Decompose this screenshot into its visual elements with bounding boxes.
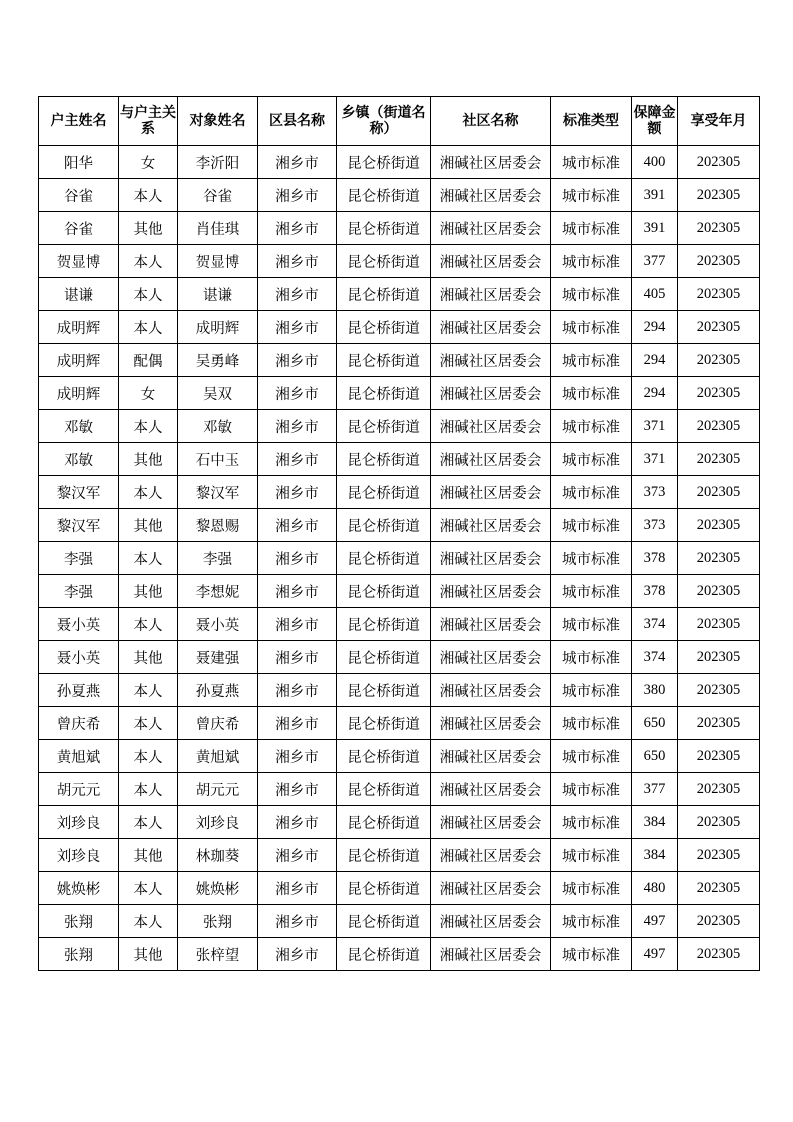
cell-county: 湘乡市 [258, 872, 337, 905]
cell-relationship: 其他 [119, 443, 178, 476]
cell-standard-type: 城市标准 [551, 278, 632, 311]
cell-householder-name: 黎汉军 [39, 509, 119, 542]
cell-recipient-name: 黎恩赐 [178, 509, 258, 542]
table-row [39, 575, 760, 608]
cell-householder-name: 刘珍良 [39, 806, 119, 839]
cell-amount: 294 [632, 344, 678, 377]
table-row [39, 212, 760, 245]
cell-community: 湘碱社区居委会 [431, 839, 551, 872]
cell-county: 湘乡市 [258, 344, 337, 377]
cell-recipient-name: 石中玉 [178, 443, 258, 476]
cell-standard-type: 城市标准 [551, 707, 632, 740]
cell-householder-name: 邓敏 [39, 410, 119, 443]
table-row [39, 146, 760, 179]
cell-town-street: 昆仑桥街道 [337, 905, 431, 938]
cell-recipient-name: 李沂阳 [178, 146, 258, 179]
cell-community: 湘碱社区居委会 [431, 542, 551, 575]
cell-community: 湘碱社区居委会 [431, 179, 551, 212]
cell-recipient-name: 成明辉 [178, 311, 258, 344]
cell-relationship: 本人 [119, 245, 178, 278]
cell-county: 湘乡市 [258, 311, 337, 344]
cell-amount: 371 [632, 410, 678, 443]
cell-community: 湘碱社区居委会 [431, 476, 551, 509]
cell-town-street: 昆仑桥街道 [337, 872, 431, 905]
cell-recipient-name: 黄旭斌 [178, 740, 258, 773]
cell-year-month: 202305 [678, 707, 760, 740]
cell-year-month: 202305 [678, 905, 760, 938]
cell-standard-type: 城市标准 [551, 674, 632, 707]
cell-amount: 294 [632, 377, 678, 410]
cell-town-street: 昆仑桥街道 [337, 674, 431, 707]
cell-householder-name: 阳华 [39, 146, 119, 179]
cell-householder-name: 李强 [39, 542, 119, 575]
table-row [39, 872, 760, 905]
cell-town-street: 昆仑桥街道 [337, 344, 431, 377]
cell-householder-name: 曾庆希 [39, 707, 119, 740]
table-row [39, 278, 760, 311]
cell-county: 湘乡市 [258, 707, 337, 740]
cell-town-street: 昆仑桥街道 [337, 311, 431, 344]
cell-recipient-name: 曾庆希 [178, 707, 258, 740]
cell-standard-type: 城市标准 [551, 377, 632, 410]
cell-relationship: 本人 [119, 773, 178, 806]
cell-community: 湘碱社区居委会 [431, 575, 551, 608]
cell-town-street: 昆仑桥街道 [337, 476, 431, 509]
cell-county: 湘乡市 [258, 278, 337, 311]
cell-recipient-name: 李强 [178, 542, 258, 575]
cell-recipient-name: 谷雀 [178, 179, 258, 212]
cell-amount: 400 [632, 146, 678, 179]
cell-standard-type: 城市标准 [551, 542, 632, 575]
cell-year-month: 202305 [678, 938, 760, 971]
cell-community: 湘碱社区居委会 [431, 377, 551, 410]
header-amount: 保障金额 [632, 97, 678, 146]
cell-town-street: 昆仑桥街道 [337, 575, 431, 608]
cell-householder-name: 成明辉 [39, 344, 119, 377]
cell-householder-name: 聂小英 [39, 641, 119, 674]
cell-year-month: 202305 [678, 212, 760, 245]
cell-year-month: 202305 [678, 179, 760, 212]
cell-amount: 294 [632, 311, 678, 344]
cell-householder-name: 谷雀 [39, 179, 119, 212]
cell-householder-name: 成明辉 [39, 311, 119, 344]
cell-county: 湘乡市 [258, 575, 337, 608]
cell-town-street: 昆仑桥街道 [337, 443, 431, 476]
cell-year-month: 202305 [678, 608, 760, 641]
cell-standard-type: 城市标准 [551, 146, 632, 179]
table-row [39, 641, 760, 674]
cell-county: 湘乡市 [258, 542, 337, 575]
cell-community: 湘碱社区居委会 [431, 773, 551, 806]
cell-relationship: 其他 [119, 839, 178, 872]
cell-relationship: 本人 [119, 476, 178, 509]
cell-community: 湘碱社区居委会 [431, 707, 551, 740]
cell-relationship: 其他 [119, 509, 178, 542]
cell-relationship: 配偶 [119, 344, 178, 377]
cell-town-street: 昆仑桥街道 [337, 839, 431, 872]
table-row [39, 740, 760, 773]
cell-standard-type: 城市标准 [551, 839, 632, 872]
cell-standard-type: 城市标准 [551, 179, 632, 212]
cell-county: 湘乡市 [258, 773, 337, 806]
cell-year-month: 202305 [678, 509, 760, 542]
cell-householder-name: 胡元元 [39, 773, 119, 806]
cell-recipient-name: 聂建强 [178, 641, 258, 674]
cell-community: 湘碱社区居委会 [431, 641, 551, 674]
table-row [39, 905, 760, 938]
cell-county: 湘乡市 [258, 410, 337, 443]
cell-standard-type: 城市标准 [551, 575, 632, 608]
table-row [39, 509, 760, 542]
cell-year-month: 202305 [678, 476, 760, 509]
cell-recipient-name: 李想妮 [178, 575, 258, 608]
cell-county: 湘乡市 [258, 146, 337, 179]
cell-community: 湘碱社区居委会 [431, 872, 551, 905]
cell-amount: 650 [632, 707, 678, 740]
cell-amount: 373 [632, 509, 678, 542]
cell-recipient-name: 孙夏燕 [178, 674, 258, 707]
cell-town-street: 昆仑桥街道 [337, 806, 431, 839]
cell-town-street: 昆仑桥街道 [337, 542, 431, 575]
cell-relationship: 本人 [119, 806, 178, 839]
cell-relationship: 其他 [119, 938, 178, 971]
cell-relationship: 其他 [119, 641, 178, 674]
cell-standard-type: 城市标准 [551, 245, 632, 278]
cell-relationship: 本人 [119, 872, 178, 905]
cell-amount: 377 [632, 773, 678, 806]
cell-county: 湘乡市 [258, 938, 337, 971]
cell-relationship: 本人 [119, 410, 178, 443]
table-row [39, 410, 760, 443]
cell-relationship: 本人 [119, 278, 178, 311]
table-row [39, 311, 760, 344]
cell-town-street: 昆仑桥街道 [337, 509, 431, 542]
cell-recipient-name: 姚焕彬 [178, 872, 258, 905]
cell-community: 湘碱社区居委会 [431, 674, 551, 707]
cell-amount: 380 [632, 674, 678, 707]
cell-county: 湘乡市 [258, 509, 337, 542]
cell-relationship: 女 [119, 377, 178, 410]
cell-amount: 405 [632, 278, 678, 311]
cell-year-month: 202305 [678, 740, 760, 773]
cell-amount: 391 [632, 212, 678, 245]
cell-county: 湘乡市 [258, 179, 337, 212]
cell-town-street: 昆仑桥街道 [337, 707, 431, 740]
cell-town-street: 昆仑桥街道 [337, 212, 431, 245]
cell-recipient-name: 张梓望 [178, 938, 258, 971]
cell-county: 湘乡市 [258, 740, 337, 773]
cell-county: 湘乡市 [258, 443, 337, 476]
header-community: 社区名称 [431, 97, 551, 146]
cell-town-street: 昆仑桥街道 [337, 773, 431, 806]
cell-amount: 378 [632, 575, 678, 608]
cell-county: 湘乡市 [258, 377, 337, 410]
table-row [39, 773, 760, 806]
cell-recipient-name: 谌谦 [178, 278, 258, 311]
cell-relationship: 女 [119, 146, 178, 179]
cell-year-month: 202305 [678, 410, 760, 443]
cell-amount: 374 [632, 641, 678, 674]
cell-recipient-name: 吴勇峰 [178, 344, 258, 377]
cell-householder-name: 邓敏 [39, 443, 119, 476]
cell-standard-type: 城市标准 [551, 905, 632, 938]
header-householder-name: 户主姓名 [39, 97, 119, 146]
cell-community: 湘碱社区居委会 [431, 344, 551, 377]
cell-town-street: 昆仑桥街道 [337, 410, 431, 443]
cell-town-street: 昆仑桥街道 [337, 938, 431, 971]
cell-amount: 384 [632, 806, 678, 839]
cell-town-street: 昆仑桥街道 [337, 641, 431, 674]
cell-year-month: 202305 [678, 311, 760, 344]
cell-year-month: 202305 [678, 278, 760, 311]
cell-relationship: 本人 [119, 905, 178, 938]
cell-town-street: 昆仑桥街道 [337, 377, 431, 410]
cell-community: 湘碱社区居委会 [431, 938, 551, 971]
cell-amount: 391 [632, 179, 678, 212]
cell-county: 湘乡市 [258, 905, 337, 938]
header-year-month: 享受年月 [678, 97, 760, 146]
cell-community: 湘碱社区居委会 [431, 905, 551, 938]
cell-standard-type: 城市标准 [551, 872, 632, 905]
cell-recipient-name: 刘珍良 [178, 806, 258, 839]
cell-householder-name: 聂小英 [39, 608, 119, 641]
cell-recipient-name: 黎汉军 [178, 476, 258, 509]
cell-recipient-name: 林珈葵 [178, 839, 258, 872]
cell-community: 湘碱社区居委会 [431, 278, 551, 311]
cell-relationship: 本人 [119, 542, 178, 575]
cell-amount: 497 [632, 938, 678, 971]
cell-householder-name: 张翔 [39, 938, 119, 971]
header-relationship: 与户主关系 [119, 97, 178, 146]
cell-householder-name: 张翔 [39, 905, 119, 938]
cell-county: 湘乡市 [258, 839, 337, 872]
cell-year-month: 202305 [678, 146, 760, 179]
cell-county: 湘乡市 [258, 608, 337, 641]
table-row [39, 608, 760, 641]
cell-year-month: 202305 [678, 872, 760, 905]
table-row [39, 707, 760, 740]
cell-relationship: 本人 [119, 740, 178, 773]
cell-recipient-name: 聂小英 [178, 608, 258, 641]
cell-relationship: 本人 [119, 608, 178, 641]
cell-householder-name: 谌谦 [39, 278, 119, 311]
cell-relationship: 本人 [119, 179, 178, 212]
cell-community: 湘碱社区居委会 [431, 608, 551, 641]
cell-amount: 377 [632, 245, 678, 278]
table-row [39, 377, 760, 410]
cell-year-month: 202305 [678, 674, 760, 707]
cell-householder-name: 成明辉 [39, 377, 119, 410]
cell-community: 湘碱社区居委会 [431, 443, 551, 476]
assistance-roster-table [38, 96, 760, 971]
cell-community: 湘碱社区居委会 [431, 509, 551, 542]
cell-recipient-name: 胡元元 [178, 773, 258, 806]
cell-community: 湘碱社区居委会 [431, 245, 551, 278]
cell-county: 湘乡市 [258, 806, 337, 839]
cell-year-month: 202305 [678, 542, 760, 575]
cell-relationship: 本人 [119, 674, 178, 707]
header-row [39, 97, 760, 146]
cell-amount: 497 [632, 905, 678, 938]
cell-county: 湘乡市 [258, 245, 337, 278]
table-body [39, 146, 760, 971]
cell-year-month: 202305 [678, 806, 760, 839]
cell-town-street: 昆仑桥街道 [337, 146, 431, 179]
cell-standard-type: 城市标准 [551, 476, 632, 509]
cell-amount: 374 [632, 608, 678, 641]
table-row [39, 542, 760, 575]
cell-year-month: 202305 [678, 443, 760, 476]
cell-standard-type: 城市标准 [551, 641, 632, 674]
cell-standard-type: 城市标准 [551, 212, 632, 245]
cell-community: 湘碱社区居委会 [431, 740, 551, 773]
cell-town-street: 昆仑桥街道 [337, 740, 431, 773]
cell-community: 湘碱社区居委会 [431, 410, 551, 443]
cell-community: 湘碱社区居委会 [431, 146, 551, 179]
cell-year-month: 202305 [678, 575, 760, 608]
cell-year-month: 202305 [678, 641, 760, 674]
cell-relationship: 本人 [119, 707, 178, 740]
cell-year-month: 202305 [678, 377, 760, 410]
cell-year-month: 202305 [678, 773, 760, 806]
cell-recipient-name: 邓敏 [178, 410, 258, 443]
cell-standard-type: 城市标准 [551, 410, 632, 443]
cell-year-month: 202305 [678, 839, 760, 872]
cell-amount: 480 [632, 872, 678, 905]
cell-relationship: 其他 [119, 575, 178, 608]
cell-town-street: 昆仑桥街道 [337, 278, 431, 311]
table-row [39, 344, 760, 377]
cell-householder-name: 姚焕彬 [39, 872, 119, 905]
cell-standard-type: 城市标准 [551, 938, 632, 971]
cell-standard-type: 城市标准 [551, 608, 632, 641]
cell-community: 湘碱社区居委会 [431, 806, 551, 839]
cell-householder-name: 黎汉军 [39, 476, 119, 509]
cell-county: 湘乡市 [258, 476, 337, 509]
cell-amount: 371 [632, 443, 678, 476]
cell-standard-type: 城市标准 [551, 806, 632, 839]
table-row [39, 443, 760, 476]
cell-standard-type: 城市标准 [551, 740, 632, 773]
cell-standard-type: 城市标准 [551, 311, 632, 344]
header-standard-type: 标准类型 [551, 97, 632, 146]
cell-year-month: 202305 [678, 344, 760, 377]
cell-householder-name: 孙夏燕 [39, 674, 119, 707]
header-town-street: 乡镇（街道名称） [337, 97, 431, 146]
cell-county: 湘乡市 [258, 212, 337, 245]
header-recipient-name: 对象姓名 [178, 97, 258, 146]
cell-recipient-name: 贺显博 [178, 245, 258, 278]
cell-householder-name: 李强 [39, 575, 119, 608]
cell-standard-type: 城市标准 [551, 773, 632, 806]
table-row [39, 476, 760, 509]
cell-standard-type: 城市标准 [551, 509, 632, 542]
cell-recipient-name: 肖佳琪 [178, 212, 258, 245]
cell-amount: 378 [632, 542, 678, 575]
cell-county: 湘乡市 [258, 641, 337, 674]
cell-amount: 373 [632, 476, 678, 509]
cell-amount: 384 [632, 839, 678, 872]
table-row [39, 179, 760, 212]
cell-standard-type: 城市标准 [551, 443, 632, 476]
cell-relationship: 本人 [119, 311, 178, 344]
cell-householder-name: 谷雀 [39, 212, 119, 245]
cell-householder-name: 贺显博 [39, 245, 119, 278]
cell-recipient-name: 张翔 [178, 905, 258, 938]
table-row [39, 806, 760, 839]
cell-year-month: 202305 [678, 245, 760, 278]
cell-town-street: 昆仑桥街道 [337, 179, 431, 212]
table-row [39, 245, 760, 278]
cell-relationship: 其他 [119, 212, 178, 245]
cell-amount: 650 [632, 740, 678, 773]
header-county: 区县名称 [258, 97, 337, 146]
cell-recipient-name: 吴双 [178, 377, 258, 410]
table-row [39, 938, 760, 971]
cell-householder-name: 刘珍良 [39, 839, 119, 872]
cell-town-street: 昆仑桥街道 [337, 608, 431, 641]
cell-householder-name: 黄旭斌 [39, 740, 119, 773]
cell-town-street: 昆仑桥街道 [337, 245, 431, 278]
table-row [39, 839, 760, 872]
cell-standard-type: 城市标准 [551, 344, 632, 377]
table-row [39, 674, 760, 707]
cell-community: 湘碱社区居委会 [431, 212, 551, 245]
cell-community: 湘碱社区居委会 [431, 311, 551, 344]
cell-county: 湘乡市 [258, 674, 337, 707]
